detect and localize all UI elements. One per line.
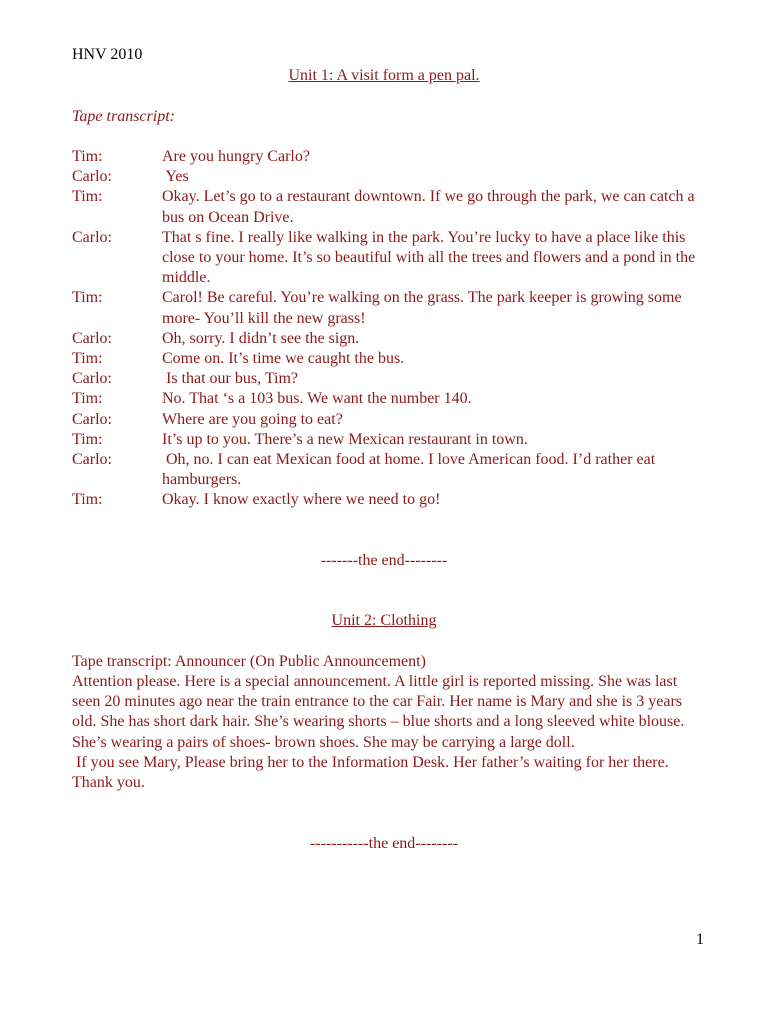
announcement-paragraph: If you see Mary, Please bring her to the Information Desk. Her father’s waiting for her there. Thank you. (72, 753, 673, 792)
speaker-name: Carlo: (72, 451, 112, 469)
unit1-dialogue (72, 147, 712, 511)
dialogue-row (72, 389, 712, 409)
speaker-name: Tim: (72, 491, 103, 509)
dialogue-line: Okay. Let’s go to a restaurant downtown. If we go through the park, we can catch a bus on Ocean Drive. (162, 188, 695, 226)
speaker-name: Carlo: (72, 168, 112, 186)
dialogue-row (72, 430, 712, 450)
dialogue-row (72, 369, 712, 389)
dialogue-line: Is that our bus, Tim? (162, 370, 299, 388)
speaker-name: Tim: (72, 390, 103, 408)
dialogue-row (72, 228, 712, 289)
document-header: HNV 2010 (72, 46, 143, 63)
unit2-title: Unit 2: Clothing (331, 612, 437, 629)
speaker-name: Tim: (72, 289, 103, 307)
dialogue-line: Are you hungry Carlo? (162, 148, 310, 165)
dialogue-line: Okay. I know exactly where we need to go! (162, 491, 441, 509)
speaker-name: Carlo: (72, 228, 112, 246)
dialogue-row (72, 187, 712, 227)
unit2-transcript-label: Tape transcript: Announcer (On Public Announcement) (72, 653, 426, 670)
unit1-title: Unit 1: A visit form a pen pal. (288, 67, 480, 84)
dialogue-row (72, 349, 712, 369)
dialogue-line: Yes (162, 168, 189, 186)
dialogue-line: Come on. It’s time we caught the bus. (162, 350, 405, 368)
dialogue-row (72, 288, 712, 328)
page-number: 1 (696, 931, 704, 948)
dialogue-row (72, 450, 712, 490)
dialogue-line: Oh, sorry. I didn’t see the sign. (162, 329, 360, 347)
dialogue-line: Where are you going to eat? (162, 410, 343, 428)
dialogue-row (72, 329, 712, 349)
unit2-announcement (72, 672, 702, 793)
dialogue-row (72, 147, 712, 167)
unit2-end-marker: -----------the end-------- (310, 835, 458, 852)
speaker-name: Carlo: (72, 370, 112, 388)
speaker-name: Tim: (72, 148, 103, 165)
announcement-paragraph: Attention please. Here is a special announcement. A little girl is reported missing. She was last seen 20 minutes ago near the train entrance to the car Fair. Her name is Mary and she is 3 years old. She has short dark hair. She’s wearing shorts – blue shorts and a long sleeved white blouse. She’s wearing a pairs of shoes- brown shoes. She may be carrying a large doll. (72, 673, 685, 751)
dialogue-line: That s fine. I really like walking in the park. You’re lucky to have a place like this close to your home. It’s so beautiful with all the trees and flowers and a pond in the middle. (162, 228, 696, 287)
dialogue-line: No. That ‘s a 103 bus. We want the number 140. (162, 390, 472, 408)
unit1-transcript-label: Tape transcript: (72, 108, 175, 125)
speaker-name: Tim: (72, 350, 103, 368)
dialogue-row (72, 410, 712, 430)
dialogue-line: Carol! Be careful. You’re walking on the grass. The park keeper is growing some more- You’ll kill the new grass! (162, 289, 682, 327)
speaker-name: Tim: (72, 188, 103, 206)
speaker-name: Tim: (72, 430, 103, 448)
speaker-name: Carlo: (72, 329, 112, 347)
dialogue-row (72, 490, 712, 510)
dialogue-line: It’s up to you. There’s a new Mexican restaurant in town. (162, 430, 528, 448)
unit1-end-marker: -------the end-------- (320, 552, 448, 569)
dialogue-line: Oh, no. I can eat Mexican food at home. I love American food. I’d rather eat hamburgers. (162, 451, 660, 489)
dialogue-row (72, 167, 712, 187)
speaker-name: Carlo: (72, 410, 112, 428)
